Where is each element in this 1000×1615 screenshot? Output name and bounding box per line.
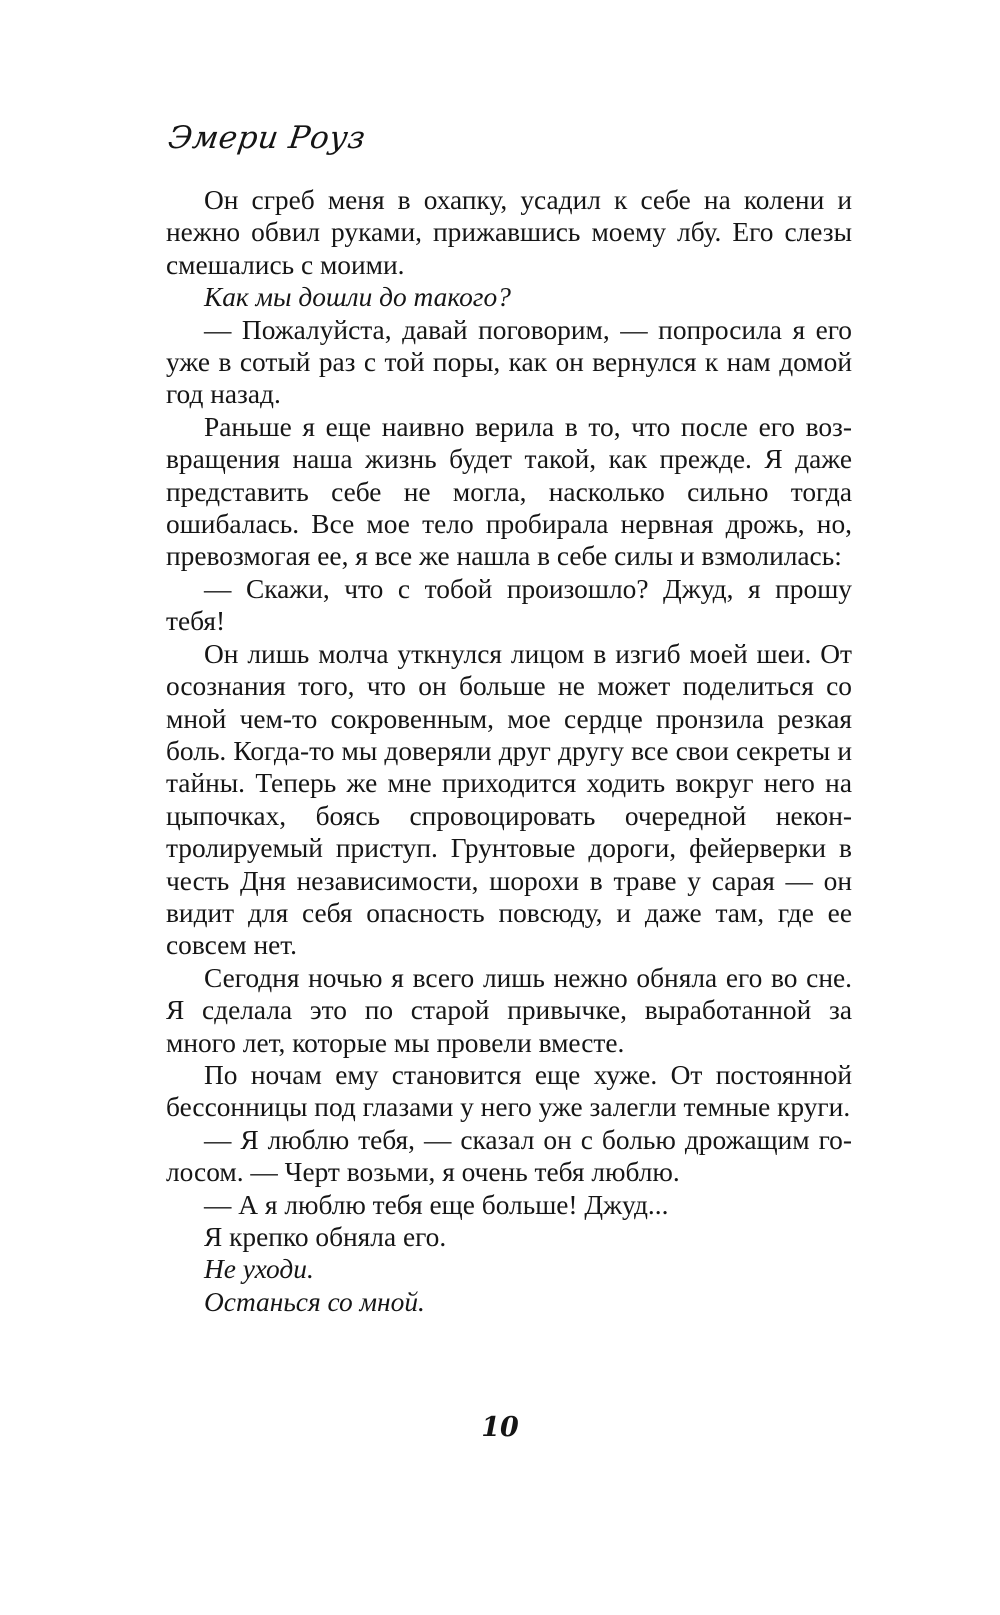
paragraph-italic: Останься со мной. [204,1286,425,1317]
paragraph-italic: Как мы дошли до такого? [204,282,511,313]
paragraph: Я крепко обняла его. [204,1222,447,1252]
body-text [166,184,852,1318]
paragraph: — Скажи, что с тобой произошло? Джуд, я прошу тебя! [166,573,852,637]
paragraph: По ночам ему становится еще хуже. От постоянной бессонницы под глазами у него уже залегли темные круги. [166,1059,852,1123]
paragraph: Раньше я еще наивно верила в то, что после его возвращения наша жизнь будет такой, как прежде. Я даже представить себе не могла, насколько сильно тогда ошибалась. Все мое тело пробирала нервная дрожь, но, превозмогая ее, я все же нашла в себе силы и взмолилась: [166,411,852,572]
paragraph: — Я люблю тебя, — сказал он с болью дрожащим голосом. — Черт возьми, я очень тебя люблю. [166,1124,852,1188]
running-head-author: Эмери Роуз [166,120,368,156]
paragraph: Он сгреб меня в охапку, усадил к себе на колени и нежно обвил руками, прижавшись моему лбу. Его слезы смешались с моими. [166,185,852,280]
paragraph: Он лишь молча уткнулся лицом в изгиб моей шеи. От осознания того, что он больше не может поделиться со мной чем-то сокровенным, мое сердце пронзила резкая боль. Когда-то мы доверяли друг другу все свои секреты и тайны. Теперь же мне приходится ходить вокруг него на цыпочках, боясь спровоцировать очередной неконтролируемый приступ. Грунтовые дороги, фейерверки в честь Дня независимости, шорохи в траве у сарая — он видит для себя опасность повсюду, и даже там, где ее совсем нет. [166,638,852,961]
paragraph-italic: Не уходи. [204,1254,314,1285]
paragraph: — А я люблю тебя еще больше! Джуд... [204,1189,669,1220]
paragraph: Сегодня ночью я всего лишь нежно обняла его во сне. Я сделала это по старой привычке, выработанной за много лет, которые мы провели вместе. [166,962,852,1058]
page-number: 10 [481,1412,519,1443]
paragraph: — Пожалуйста, давай поговорим, — попросила я его уже в сотый раз с той поры, как он вернулся к нам домой год назад. [166,314,852,410]
